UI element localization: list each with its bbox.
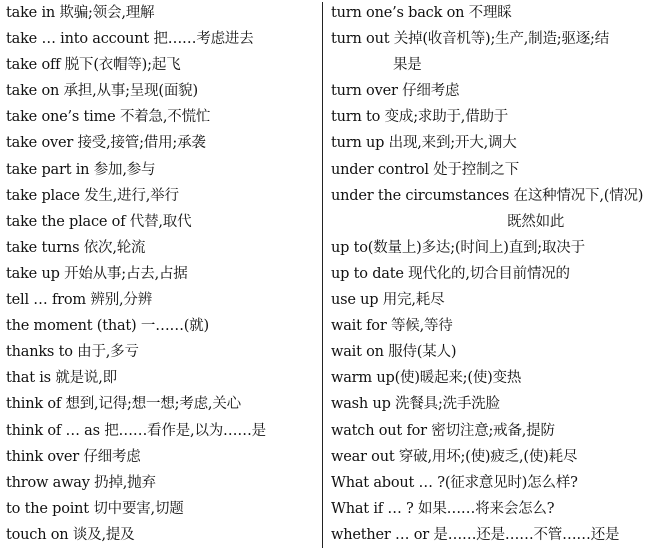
phrase-entry: take one’s time 不着急,不慌忙 xyxy=(6,109,211,126)
phrase-entry: turn one’s back on 不理睬 xyxy=(331,5,512,21)
phrase-entry: think over 仔细考虑 xyxy=(6,448,141,465)
phrase-entry: use up 用完,耗尽 xyxy=(331,292,445,309)
phrase-entry: up to(数量上)多达;(时间上)直到;取决于 xyxy=(331,239,585,256)
phrase-entry-continuation: 既然如此 xyxy=(507,213,565,230)
phrase-entry: thanks to 由于,多亏 xyxy=(6,344,139,361)
phrase-entry: What about … ?(征求意见时)怎么样? xyxy=(331,474,578,491)
phrase-entry: throw away 扔掉,抛弃 xyxy=(6,474,156,491)
phrase-entry: watch out for 密切注意;戒备,提防 xyxy=(331,422,555,439)
phrase-entry: take off 脱下(衣帽等);起飞 xyxy=(6,57,181,74)
phrase-entry: wear out 穿破,用坏;(使)疲乏,(使)耗尽 xyxy=(331,448,578,465)
phrase-entry: turn out 关掉(收音机等);生产,制造;驱逐;结 xyxy=(331,31,610,48)
phrase-entry: that is 就是说,即 xyxy=(6,370,117,387)
phrase-entry: take in 欺骗;领会,理解 xyxy=(6,5,155,21)
phrase-entry: turn over 仔细考虑 xyxy=(331,83,460,100)
phrase-entry: touch on 谈及,提及 xyxy=(6,526,135,543)
phrase-entry: What if … ? 如果……将来会怎么? xyxy=(331,500,555,517)
phrase-entry: take … into account 把……考虑进去 xyxy=(6,31,254,48)
phrase-entry: up to date 现代化的,切合目前情况的 xyxy=(331,265,570,282)
phrase-entry: take place 发生,进行,举行 xyxy=(6,187,179,204)
phrase-entry: under control 处于控制之下 xyxy=(331,161,520,178)
right-column xyxy=(331,0,667,548)
column-divider xyxy=(322,2,323,548)
phrase-entry: take the place of 代替,取代 xyxy=(6,213,192,230)
phrase-entry: take turns 依次,轮流 xyxy=(6,239,146,256)
phrase-entry: to the point 切中要害,切题 xyxy=(6,500,184,517)
left-column xyxy=(6,0,318,548)
phrase-entry: tell … from 辨别,分辨 xyxy=(6,292,152,309)
phrase-entry: take over 接受,接管;借用;承袭 xyxy=(6,135,206,152)
phrase-entry: wash up 洗餐具;洗手洗脸 xyxy=(331,396,500,413)
phrase-entry: take part in 参加,参与 xyxy=(6,161,156,178)
phrase-entry: turn up 出现,来到;开大,调大 xyxy=(331,135,517,152)
phrase-entry: the moment (that) 一……(就) xyxy=(6,318,210,335)
phrase-entry: wait on 服侍(某人) xyxy=(331,344,457,361)
phrase-entry: take on 承担,从事;呈现(面貌) xyxy=(6,83,198,100)
phrase-entry: under the circumstances 在这种情况下,(情况) xyxy=(331,187,644,204)
phrase-entry: warm up(使)暖起来;(使)变热 xyxy=(331,370,522,387)
phrase-entry: take up 开始从事;占去,占据 xyxy=(6,265,188,282)
phrase-entry: wait for 等候,等待 xyxy=(331,318,453,335)
phrase-entry-continuation: 果是 xyxy=(393,57,422,74)
phrase-entry: whether … or 是……还是……不管……还是 xyxy=(331,526,620,543)
phrase-entry: think of 想到,记得;想一想;考虑,关心 xyxy=(6,396,241,413)
phrase-entry: think of … as 把……看作是,以为……是 xyxy=(6,422,266,439)
phrase-entry: turn to 变成;求助于,借助于 xyxy=(331,109,509,126)
